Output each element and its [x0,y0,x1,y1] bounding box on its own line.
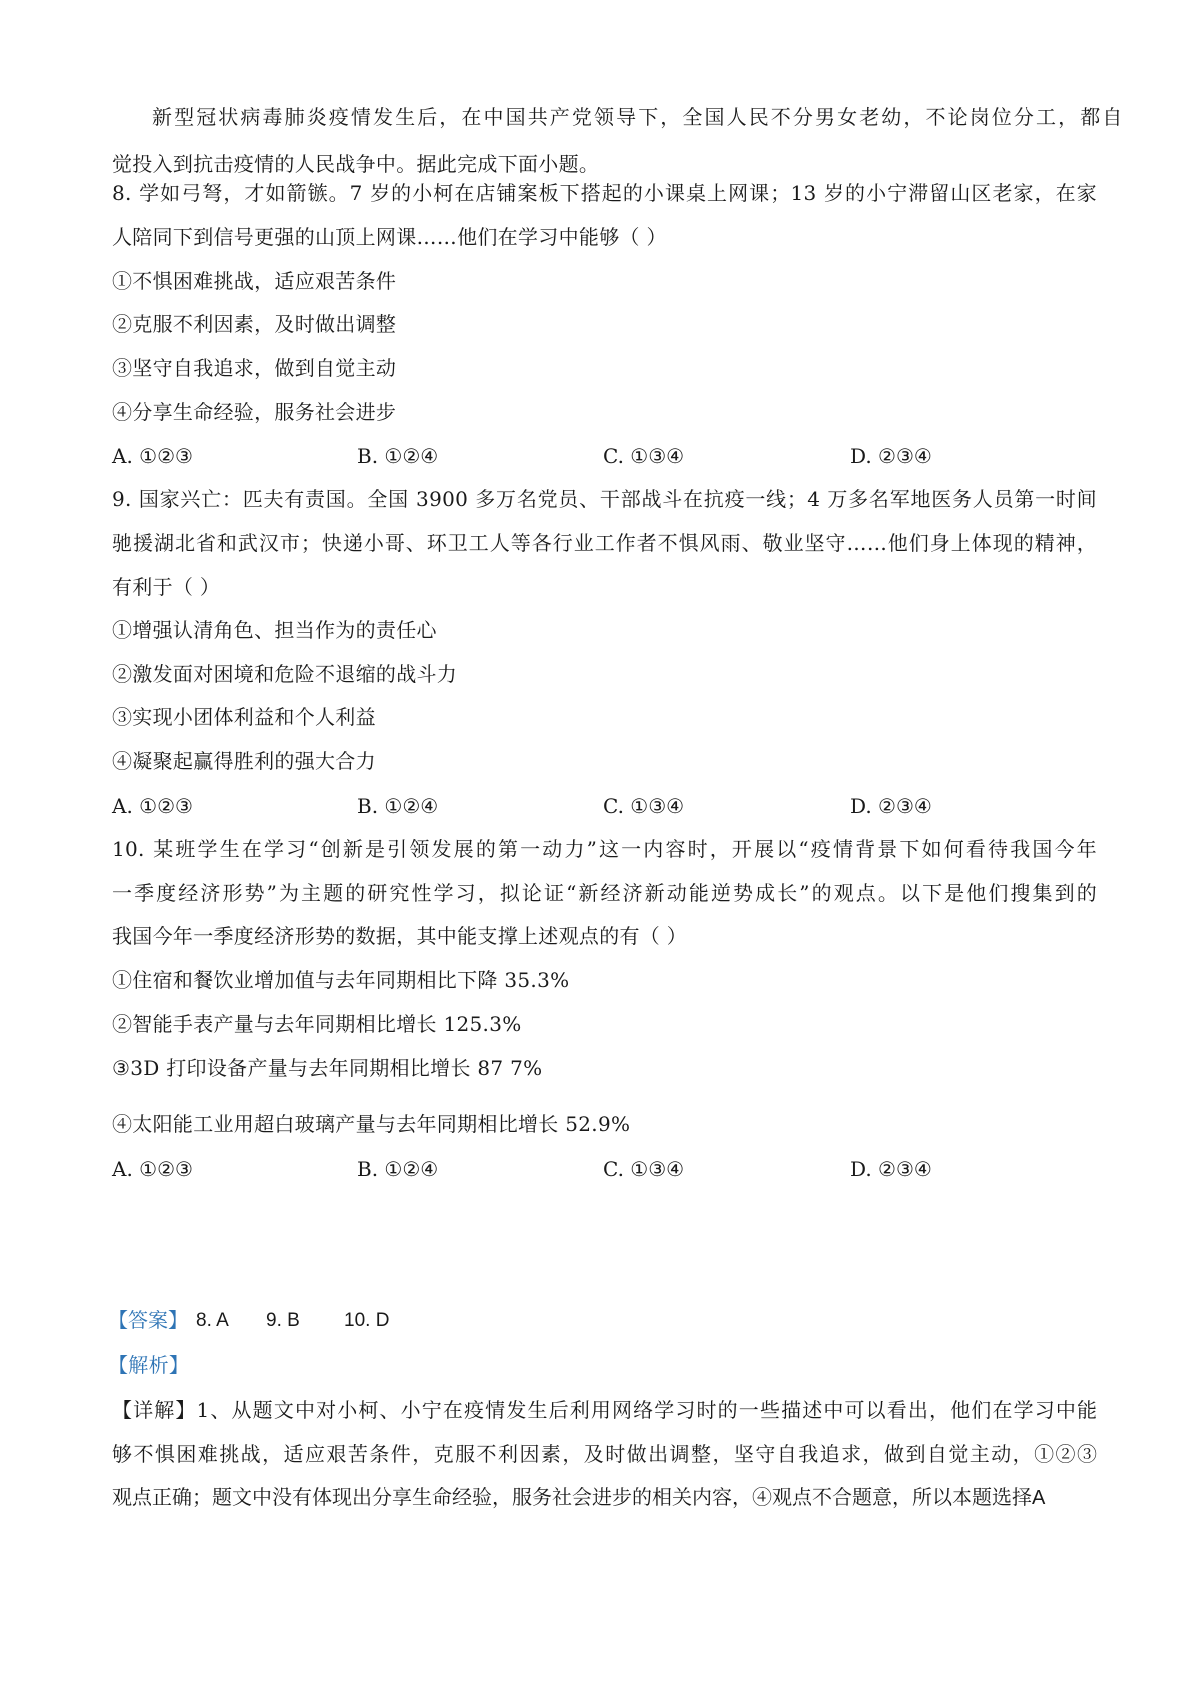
question-8-statement-3: ③坚守自我追求，做到自觉主动 [112,356,397,380]
detail-line-1 [112,1396,1097,1424]
question-10-statement-2: ②智能手表产量与去年同期相比增长 125.3% [112,1012,522,1036]
question-10-statement-4: ④太阳能工业用超白玻璃产量与去年同期相比增长 52.9% [112,1112,631,1136]
answer-label: 【答案】 [108,1310,188,1332]
question-9-statement-4: ④凝聚起赢得胜利的强大合力 [112,749,376,773]
question-10-option-d: D. ②③④ [850,1157,932,1181]
question-9-stem-line-1: 9. 国家兴亡：匹夫有责国。全国 3900 多万名党员、干部战斗在抗疫一线；4 万多名军地医务人员第一时间 [112,487,1097,511]
question-9-option-c: C. ①③④ [603,794,685,818]
question-9-statement-3: ③实现小团体利益和个人利益 [112,705,376,729]
question-10-stem-line-1: 10. 某班学生在学习“创新是引领发展的第一动力”这一内容时，开展以“疫情背景下如何看待我国今年 [112,837,1097,861]
question-10-statement-3: ③3D 打印设备产量与去年同期相比增长 87 7% [112,1056,543,1080]
question-9-stem-line-2: 驰援湖北省和武汉市；快递小哥、环卫工人等各行业工作者不惧风雨、敬业坚守……他们身上体现的精神， [112,531,1097,555]
question-10-option-c: C. ①③④ [603,1157,685,1181]
intro-line-1: 新型冠状病毒肺炎疫情发生后，在中国共产党领导下，全国人民不分男女老幼，不论岗位分工，都自 [152,105,1125,129]
question-9-statement-2: ②激发面对困境和危险不退缩的战斗力 [112,662,458,686]
detail-label: 【详解】 [112,1398,197,1422]
question-10-statement-1: ①住宿和餐饮业增加值与去年同期相比下降 35.3% [112,968,570,992]
question-9-option-d: D. ②③④ [850,794,932,818]
question-10-option-b: B. ①②④ [357,1157,439,1181]
question-9-statement-1: ①增强认清角色、担当作为的责任心 [112,618,437,642]
question-10-stem-line-3: 我国今年一季度经济形势的数据，其中能支撑上述观点的有（ ） [112,924,688,948]
question-8-stem-line-2: 人陪同下到信号更强的山顶上网课……他们在学习中能够（ ） [112,225,667,249]
analysis-label: 【解析】 [108,1353,190,1377]
question-9-stem-line-3: 有利于（ ） [112,575,221,599]
detail-text-3: 观点正确；题文中没有体现出分享生命经验，服务社会进步的相关内容，④观点不合题意，所以本题选择 [112,1485,1032,1509]
question-8-statement-1: ①不惧困难挑战，适应艰苦条件 [112,269,397,293]
question-10-stem-line-2: 一季度经济形势”为主题的研究性学习，拟论证“新经济新动能逆势成长”的观点。以下是他们搜集到的 [112,881,1097,905]
question-8-stem-line-1: 8. 学如弓弩，才如箭镞。7 岁的小柯在店铺案板下搭起的小课桌上网课；13 岁的小宁滞留山区老家，在家 [112,181,1097,205]
detail-line-3 [112,1483,1097,1512]
question-8-option-c: C. ①③④ [603,444,685,468]
answer-10: 10. D [344,1310,390,1331]
answer-8: 8. A [196,1310,229,1331]
question-9-option-b: B. ①②④ [357,794,439,818]
answer-9: 9. B [266,1310,300,1331]
detail-line-2: 够不惧困难挑战，适应艰苦条件，克服不利因素，及时做出调整，坚守自我追求，做到自觉主动，①②③ [112,1442,1097,1466]
question-9-option-a: A. ①②③ [112,794,193,818]
intro-line-2: 觉投入到抗击疫情的人民战争中。据此完成下面小题。 [112,152,600,176]
question-8-option-b: B. ①②④ [357,444,439,468]
question-10-option-a: A. ①②③ [112,1157,193,1181]
question-8-option-d: D. ②③④ [850,444,932,468]
detail-text-1: 1、从题文中对小柯、小宁在疫情发生后利用网络学习时的一些描述中可以看出，他们在学习中能 [196,1398,1097,1422]
question-8-statement-4: ④分享生命经验，服务社会进步 [112,400,397,424]
question-8-statement-2: ②克服不利因素，及时做出调整 [112,312,397,336]
detail-answer-letter: A [1032,1487,1046,1509]
question-8-option-a: A. ①②③ [112,444,193,468]
